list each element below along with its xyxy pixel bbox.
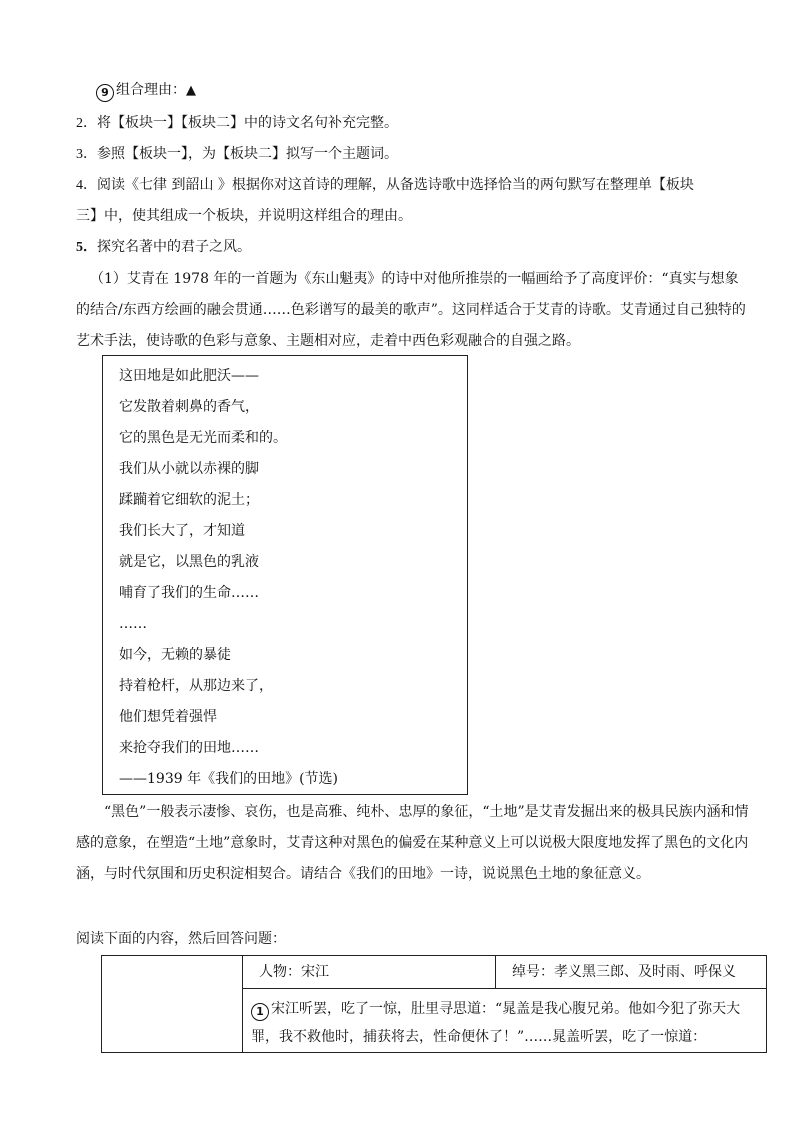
poem-line: 哺育了我们的生命……: [119, 585, 259, 601]
character-cell: [243, 956, 496, 989]
question-text: 探究名著中的君子之风。: [97, 239, 251, 255]
poem-line: 它发散着刺鼻的香气，: [119, 399, 259, 415]
poem-line: 我们长大了，才知道: [119, 523, 245, 539]
sub-question-1-intro: （1）艾青在 1978 年的一首题为《东山魁夷》的诗中对他所推崇的一幅画给予了高度评价：“真实与想象的结合/东西方绘画的融会贯通……色彩谱写的最美的歌声”。这同样适合于艾青的诗歌。艾青通过自己独特的艺术手法，使诗歌的色彩与意象、主题相对应，走着中西色彩观融合的自强之路。: [76, 271, 746, 349]
question-3: [76, 144, 398, 165]
question-4-cont: [76, 206, 412, 226]
excerpt-cell: [243, 989, 767, 1053]
poem-line: 它的黑色是无光而柔和的。: [119, 430, 287, 446]
question-text: 参照【板块一】，为【板块二】拟写一个主题词。: [97, 146, 398, 162]
triangle-icon: ▲: [186, 83, 196, 98]
excerpt-text: 宋江听罢，吃了一惊，肚里寻思道：“晁盖是我心腹兄弟。他如今犯了弥天大罪，我不救他时，捕获将去，性命便休了！”……晁盖听罢，吃了一惊道：: [251, 1001, 741, 1046]
poem-box: [102, 355, 468, 795]
q9-label: 组合理由：: [116, 82, 186, 98]
table-empty-cell: [102, 956, 243, 1053]
question-number: 5．: [76, 240, 97, 255]
poem-line: 来抢夺我们的田地……: [119, 740, 259, 756]
character-table: [101, 955, 767, 1053]
read-prompt: 阅读下面的内容，然后回答问题：: [76, 931, 286, 947]
question-text: 将【板块一】【板块二】中的诗文名句补充完整。: [97, 115, 398, 131]
question-text: 三】中，使其组成一个板块，并说明这样组合的理由。: [76, 208, 412, 224]
character-name: 人物：宋江: [259, 964, 329, 980]
poem-line: 我们从小就以赤裸的脚: [119, 461, 259, 477]
poem-line: 蹂躏着它细软的泥土；: [119, 492, 259, 508]
character-nickname: 绰号：孝义黑三郎、及时雨、呼保义: [512, 964, 736, 980]
question-2: [76, 113, 398, 134]
poem-line: 持着枪杆，从那边来了，: [119, 678, 273, 694]
question-number: 2．: [76, 116, 97, 131]
question-number: 3．: [76, 147, 97, 162]
analysis-paragraph: “黑色”一般表示凄惨、哀伤，也是高雅、纯朴、忠厚的象征，“土地”是艾青发掘出来的极具民族内涵和情感的意象，在塑造“土地”意象时，艾青这种对黑色的偏爱在某种意义上可以说极大限度地发挥了黑色的文化内涵，与时代氛围和历史积淀相契合。请结合《我们的田地》一诗，说说黑色土地的象征意义。: [76, 804, 749, 882]
question-text: 阅读《七律 到韶山 》根据你对这首诗的理解，从备选诗歌中选择恰当的两句默写在整理单【板块: [97, 177, 694, 193]
poem-line: 如今，无赖的暴徒: [119, 647, 231, 663]
poem-line: 就是它，以黑色的乳液: [119, 554, 259, 570]
poem-source: ——1939 年《我们的田地》(节选): [119, 771, 339, 787]
poem-line: ……: [119, 616, 147, 632]
poem-line: 这田地是如此肥沃——: [119, 368, 259, 384]
question-4: [76, 175, 694, 196]
q9-reason-line: [96, 80, 196, 102]
circled-number: 9: [96, 84, 114, 102]
nickname-cell: [496, 956, 767, 989]
question-number: 4．: [76, 178, 97, 193]
circled-number: 1: [251, 1003, 269, 1021]
poem-line: 他们想凭着强悍: [119, 709, 217, 725]
question-5: [76, 237, 251, 258]
